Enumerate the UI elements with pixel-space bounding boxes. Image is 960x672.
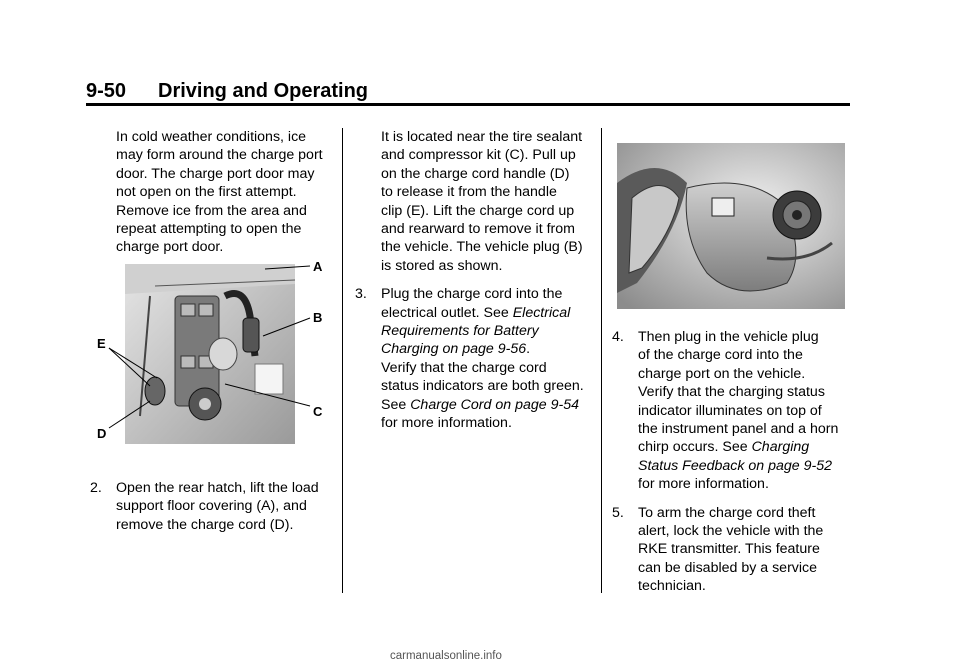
outlet-box-shape — [255, 364, 283, 394]
step-2 — [90, 479, 330, 534]
text-line: for more information. — [381, 415, 512, 432]
cold-weather-paragraph — [90, 128, 330, 257]
text-line: of the charge cord into the — [638, 347, 803, 364]
handle-clip-shape — [145, 377, 165, 405]
text-line — [638, 438, 852, 456]
text-line: and compressor kit (C). Pull up — [381, 147, 576, 164]
step-number: 3. — [355, 286, 367, 303]
text-line: Then plug in the vehicle plug — [638, 329, 819, 345]
callout-label-e: E — [97, 336, 106, 351]
text-line: Plug the charge cord into the — [381, 286, 563, 303]
cross-reference-link[interactable]: Charging — [751, 439, 810, 456]
text-line: the instrument panel and a horn — [638, 421, 839, 438]
step-5 — [612, 504, 852, 596]
text-line: repeat attempting to open the — [116, 221, 302, 238]
text-line — [381, 340, 591, 358]
text-line — [381, 304, 591, 322]
cord-clip-shape — [181, 304, 195, 316]
text-line: support floor covering (A), and — [116, 498, 307, 515]
text-run: electrical outlet. See — [381, 304, 513, 321]
cord-clip-shape — [199, 304, 213, 316]
text-line: clip (E). Lift the charge cord up — [381, 202, 575, 219]
text-line: not open on the first attempt. — [116, 184, 297, 201]
text-line: the vehicle. The vehicle plug (B) — [381, 239, 583, 256]
cross-reference-link[interactable]: Charge Cord on page 9-54 — [410, 396, 579, 413]
text-line: To arm the charge cord theft — [638, 504, 816, 521]
cord-handle-shape — [209, 338, 237, 370]
text-line: charge port on the vehicle. — [638, 365, 806, 382]
paragraph-gap — [355, 275, 591, 285]
paragraph-gap — [612, 494, 852, 504]
text-run: . — [526, 341, 531, 358]
text-line: door. The charge port door may — [116, 165, 315, 182]
page-number: 9-50 — [86, 80, 127, 102]
text-line: on the charge cord handle (D) — [381, 165, 570, 182]
text-line — [381, 322, 591, 340]
compressor-dial-shape — [199, 398, 211, 410]
callout-label-d: D — [97, 426, 107, 441]
text-line: to release it from the handle — [381, 184, 557, 201]
text-line: and rearward to remove it from — [381, 221, 575, 238]
step-4 — [612, 328, 852, 494]
column-2 — [355, 128, 591, 433]
cross-reference-link[interactable]: Requirements for Battery — [381, 323, 539, 340]
callout-label-a: A — [313, 259, 323, 274]
text-run: chirp occurs. See — [638, 439, 752, 456]
text-line: indicator illuminates on top of — [638, 402, 822, 419]
text-run: See — [381, 396, 411, 413]
section-title: Driving and Operating — [158, 80, 369, 102]
text-line: status indicators are both green. — [381, 378, 584, 395]
text-line: alert, lock the vehicle with the — [638, 523, 824, 540]
text-line: RKE transmitter. This feature — [638, 541, 820, 558]
text-line — [381, 396, 591, 414]
text-line: remove the charge cord (D). — [116, 516, 294, 533]
text-line: In cold weather conditions, ice — [116, 129, 307, 145]
cord-location-paragraph — [355, 128, 591, 275]
callout-label-b: B — [313, 310, 323, 325]
cross-reference-link[interactable]: Electrical — [512, 304, 571, 321]
column-divider-right — [601, 128, 602, 593]
column-divider-left — [342, 128, 343, 593]
text-line: Remove ice from the area and — [116, 202, 307, 219]
step-number: 4. — [612, 329, 624, 345]
text-line: charge port door. — [116, 239, 224, 256]
cord-clip-shape — [181, 356, 195, 368]
text-line: can be disabled by a service — [638, 559, 818, 576]
step-number: 5. — [612, 504, 624, 521]
column-3 — [612, 128, 852, 596]
text-line: Verify that the charging status — [638, 384, 825, 401]
cross-reference-link[interactable]: Charging on page 9-56 — [381, 341, 527, 358]
text-line: Verify that the charge cord — [381, 359, 547, 376]
cargo-area-figure — [95, 256, 335, 444]
text-line: may form around the charge port — [116, 147, 323, 164]
text-line: is stored as shown. — [381, 257, 503, 274]
callout-label-c: C — [313, 404, 323, 419]
text-line: for more information. — [638, 476, 769, 493]
cross-reference-link[interactable]: Status Feedback on page 9-52 — [638, 457, 833, 474]
step-3 — [355, 285, 591, 432]
text-line — [638, 457, 852, 475]
text-line: It is located near the tire sealant — [381, 129, 583, 145]
figure-spacer — [612, 128, 852, 328]
step-number: 2. — [90, 479, 102, 496]
text-line: Open the rear hatch, lift the load — [116, 479, 319, 496]
header-rule — [86, 103, 850, 106]
text-line: technician. — [638, 578, 706, 595]
vehicle-plug-shape — [243, 318, 259, 352]
watermark: carmanualsonline.info — [390, 650, 502, 662]
